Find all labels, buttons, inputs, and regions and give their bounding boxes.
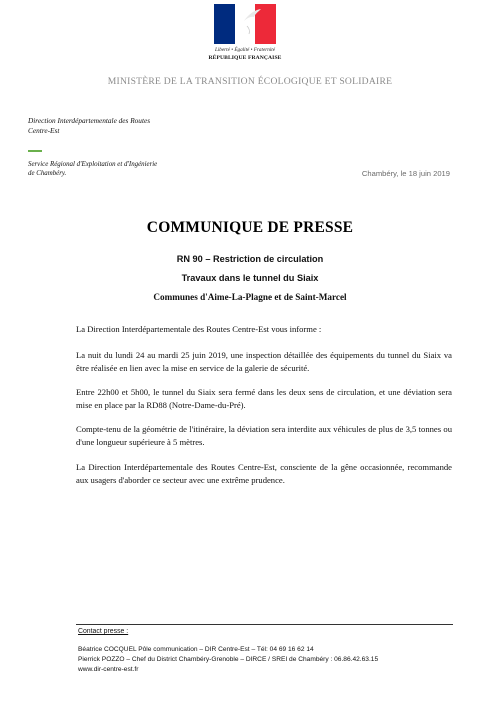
communes-heading: Communes d'Aime-La-Plagne et de Saint-Marcel (153, 292, 347, 302)
separator-accent (28, 150, 42, 152)
contact-heading: Contact presse : (78, 628, 129, 635)
body-paragraph: Entre 22h00 et 5h00, le tunnel du Siaix sera fermé dans les deux sens de circulation, et une déviation sera mise en place par la RD88 (Notre-Dame-du-Pré). (76, 387, 452, 410)
footer-divider (76, 624, 453, 625)
document-subtitle: Travaux dans le tunnel du Siaix (181, 273, 319, 283)
contact-line: Béatrice COCQUEL Pôle communication – DIR Centre-Est – Tél: 04 69 16 62 14 (78, 646, 314, 653)
document-subtitle: RN 90 – Restriction de circulation (176, 254, 324, 264)
republic-name: RÉPUBLIQUE FRANÇAISE (208, 55, 282, 61)
service-line: de Chambéry. (28, 170, 67, 177)
body-paragraph: La Direction Interdépartementale des Routes Centre-Est vous informe : (76, 324, 322, 334)
sender-service (28, 160, 157, 178)
service-line: Service Régional d'Exploitation et d'Ingénierie (28, 161, 158, 168)
body-paragraph: Compte-tenu de la géométrie de l'itinéraire, la déviation sera interdite aux véhicules de plus de 3,5 tonnes ou d'une longueur supérieure à 5 mètres. (76, 424, 452, 447)
document-title: COMMUNIQUE DE PRESSE (146, 219, 354, 236)
direction-line: Centre-Est (28, 125, 60, 135)
republic-motto: Liberté • Égalité • Fraternité (214, 47, 276, 53)
marianne-flag-icon (214, 4, 276, 44)
direction-line: Direction Interdépartementale des Routes (28, 116, 151, 125)
body-paragraph: La Direction Interdépartementale des Routes Centre-Est, consciente de la gêne occasionnée, recommande aux usagers d'aborder ce secteur avec une extrême prudence. (76, 462, 452, 485)
sender-direction (28, 116, 150, 135)
document-date: Chambéry, le 18 juin 2019 (361, 169, 450, 178)
body-paragraph: La nuit du lundi 24 au mardi 25 juin 2019, une inspection détaillée des équipements du tunnel du Siaix va être réalisée en lien avec la mise en service de la galerie de sécurité. (76, 350, 452, 373)
contact-line: Pierrick POZZO – Chef du District Chambéry-Grenoble – DIRCE / SREI de Chambéry : 06.86.42.63.15 (78, 656, 379, 663)
website-link[interactable]: www.dir-centre-est.fr (78, 666, 139, 673)
ministry-heading: MINISTÈRE DE LA TRANSITION ÉCOLOGIQUE ET SOLIDAIRE (107, 76, 393, 87)
republique-francaise-logo (208, 4, 282, 70)
